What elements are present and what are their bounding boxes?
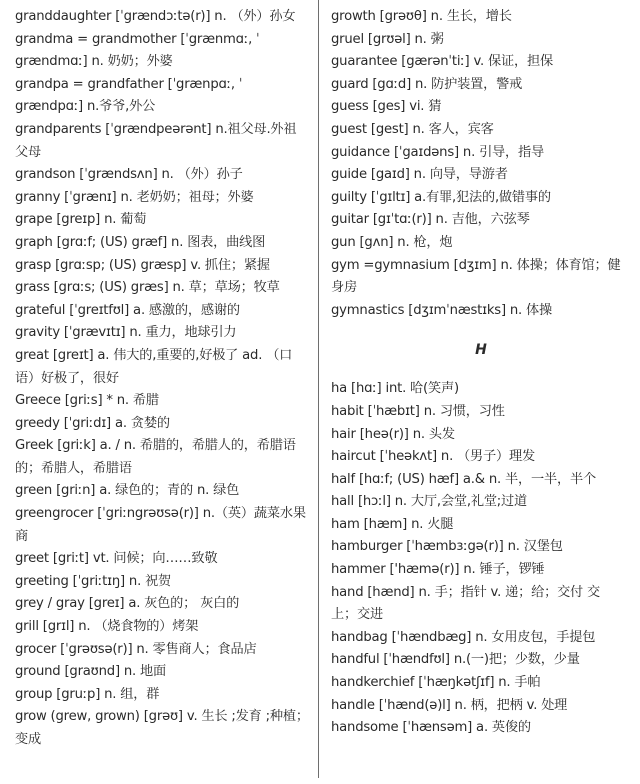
entry-guidance: guidance [ˈgaɪdəns] n. 引导，指导: [331, 144, 545, 160]
entry-hamburger: hamburger [ˈhæmbɜːgə(r)] n. 汉堡包: [331, 539, 563, 555]
entry-grasp: grasp [grɑːsp; (US) græsp] v. 抓住；紧握: [15, 257, 270, 273]
entry-guard: guard [gɑːd] n. 防护装置，警戒: [331, 76, 523, 92]
entry-greengrocer-cont: 商: [15, 528, 28, 544]
entry-half: half [hɑːf; (US) hæf] a.& n. 半，一半，半个: [331, 471, 596, 487]
entry-haircut: haircut [ˈheəkʌt] n. （男子）理发: [331, 449, 535, 465]
entry-gymnastics: gymnastics [dʒɪmˈnæstɪks] n. 体操: [331, 302, 552, 318]
entry-hall: hall [hɔːl] n. 大厅,会堂,礼堂;过道: [331, 494, 528, 510]
entry-grandma-cont: grændmɑː] n. 奶奶；外婆: [15, 54, 173, 70]
left-column: [15, 6, 313, 752]
entry-green: green [griːn] a. 绿色的；青的 n. 绿色: [15, 483, 240, 499]
entry-growth: growth [grəʊθ] n. 生长，增长: [331, 9, 512, 24]
entry-gun: gun [gʌn] n. 枪，炮: [331, 234, 453, 250]
entry-granny: granny [ˈgrænɪ] n. 老奶奶；祖母；外婆: [15, 189, 254, 205]
entry-group: group [gruːp] n. 组，群: [15, 686, 160, 702]
entry-gruel: gruel [grʊəl] n. 粥: [331, 31, 444, 47]
entry-grill: grill [grɪl] n. （烧食物的）烤架: [15, 619, 199, 635]
section-heading-h: H: [475, 342, 487, 359]
entry-grape: grape [greɪp] n. 葡萄: [15, 212, 147, 228]
entry-greedy: greedy [ˈgriːdɪ] a. 贪婪的: [15, 415, 170, 431]
entry-handsome: handsome [ˈhænsəm] a. 英俊的: [331, 720, 531, 736]
entry-grandson: grandson [ˈgrændsʌn] n. （外）孙子: [15, 167, 243, 183]
entry-handful: handful [ˈhændfʊl] n.(一)把；少数，少量: [331, 652, 580, 668]
entry-habit: habit [ˈhæbɪt] n. 习惯，习性: [331, 403, 505, 419]
entry-gravity: gravity [ˈgrævɪtɪ] n. 重力，地球引力: [15, 325, 237, 341]
entry-greek: Greek [griːk] a. / n. 希腊的，希腊人的，希腊语: [15, 438, 296, 454]
entry-handkerchief: handkerchief [ˈhæŋkətʃɪf] n. 手帕: [331, 675, 541, 691]
entry-hand: hand [hænd] n. 手；指针 v. 递；给；交付 交: [331, 584, 601, 600]
entry-grandparents-cont: 父母: [15, 144, 41, 160]
entry-grocer: grocer [ˈgrəʊsə(r)] n. 零售商人；食品店: [15, 641, 257, 657]
entry-grateful: grateful [ˈgreɪtfʊl] a. 感激的，感谢的: [15, 302, 240, 318]
entry-gym-cont: 身房: [331, 280, 357, 296]
entry-greek-cont: 的；希腊人，希腊语: [15, 460, 132, 476]
entry-ham: ham [hæm] n. 火腿: [331, 516, 454, 532]
entry-ha: ha [hɑː] int. 哈(笑声): [331, 381, 459, 397]
entry-greeting: greeting [ˈgriːtɪŋ] n. 祝贺: [15, 573, 172, 589]
right-column: [331, 6, 631, 740]
column-divider: [318, 0, 319, 778]
entry-guess: guess [ges] vi. 猜: [331, 99, 442, 115]
entry-handle: handle [ˈhænd(ə)l] n. 柄，把柄 v. 处理: [331, 697, 568, 713]
entry-grey: grey / gray [greɪ] a. 灰色的； 灰白的: [15, 596, 240, 612]
entry-grandparents: grandparents [ˈgrændpeərənt] n.祖父母.外祖: [15, 121, 297, 137]
entry-graph: graph [grɑːf; (US) græf] n. 图表，曲线图: [15, 234, 266, 250]
entry-greengrocer: greengrocer [ˈgriːngrəʊsə(r)] n.（英）蔬菜水果: [15, 506, 306, 522]
entry-grow-cont: 变成: [15, 732, 41, 747]
entry-granddaughter: granddaughter [ˈgrændɔːtə(r)] n. （外）孙女: [15, 9, 296, 24]
entry-grass: grass [grɑːs; (US) græs] n. 草；草场；牧草: [15, 280, 280, 296]
entry-hand-cont: 上；交进: [331, 607, 383, 623]
entry-great: great [greɪt] a. 伟大的,重要的,好极了 ad. （口: [15, 347, 293, 363]
entry-handbag: handbag [ˈhændbæg] n. 女用皮包，手提包: [331, 629, 596, 645]
entry-guilty: guilty [ˈgɪltɪ] a.有罪,犯法的,做错事的: [331, 189, 551, 205]
entry-grow: grow (grew, grown) [grəʊ] v. 生长 ;发育 ;种植；: [15, 709, 309, 725]
entry-hammer: hammer ['hæmə(r)] n. 锤子，锣锤: [331, 562, 545, 578]
entry-guarantee: guarantee [gærənˈtiː] v. 保证，担保: [331, 54, 553, 70]
entry-guest: guest [gest] n. 客人，宾客: [331, 121, 494, 137]
entry-guide: guide [gaɪd] n. 向导，导游者: [331, 167, 508, 183]
entry-grandpa: grandpa = grandfather [ˈgrænpɑː, ˈ: [15, 76, 243, 92]
entry-ground: ground [graʊnd] n. 地面: [15, 664, 166, 680]
entry-gym: gym =gymnasium [dʒɪm] n. 体操；体育馆；健: [331, 257, 621, 273]
entry-great-cont: 语）好极了，很好: [15, 370, 119, 386]
entry-hair: hair [heə(r)] n. 头发: [331, 426, 455, 442]
entry-greece: Greece [griːs] * n. 希腊: [15, 393, 159, 409]
entry-guitar: guitar [gɪˈtɑː(r)] n. 吉他，六弦琴: [331, 212, 530, 228]
entry-grandma: grandma = grandmother [ˈgrænmɑː, ˈ: [15, 31, 260, 47]
entry-greet: greet [griːt] vt. 问候；向……致敬: [15, 551, 218, 567]
entry-grandpa-cont: grændpɑː] n.爷爷,外公: [15, 99, 156, 115]
